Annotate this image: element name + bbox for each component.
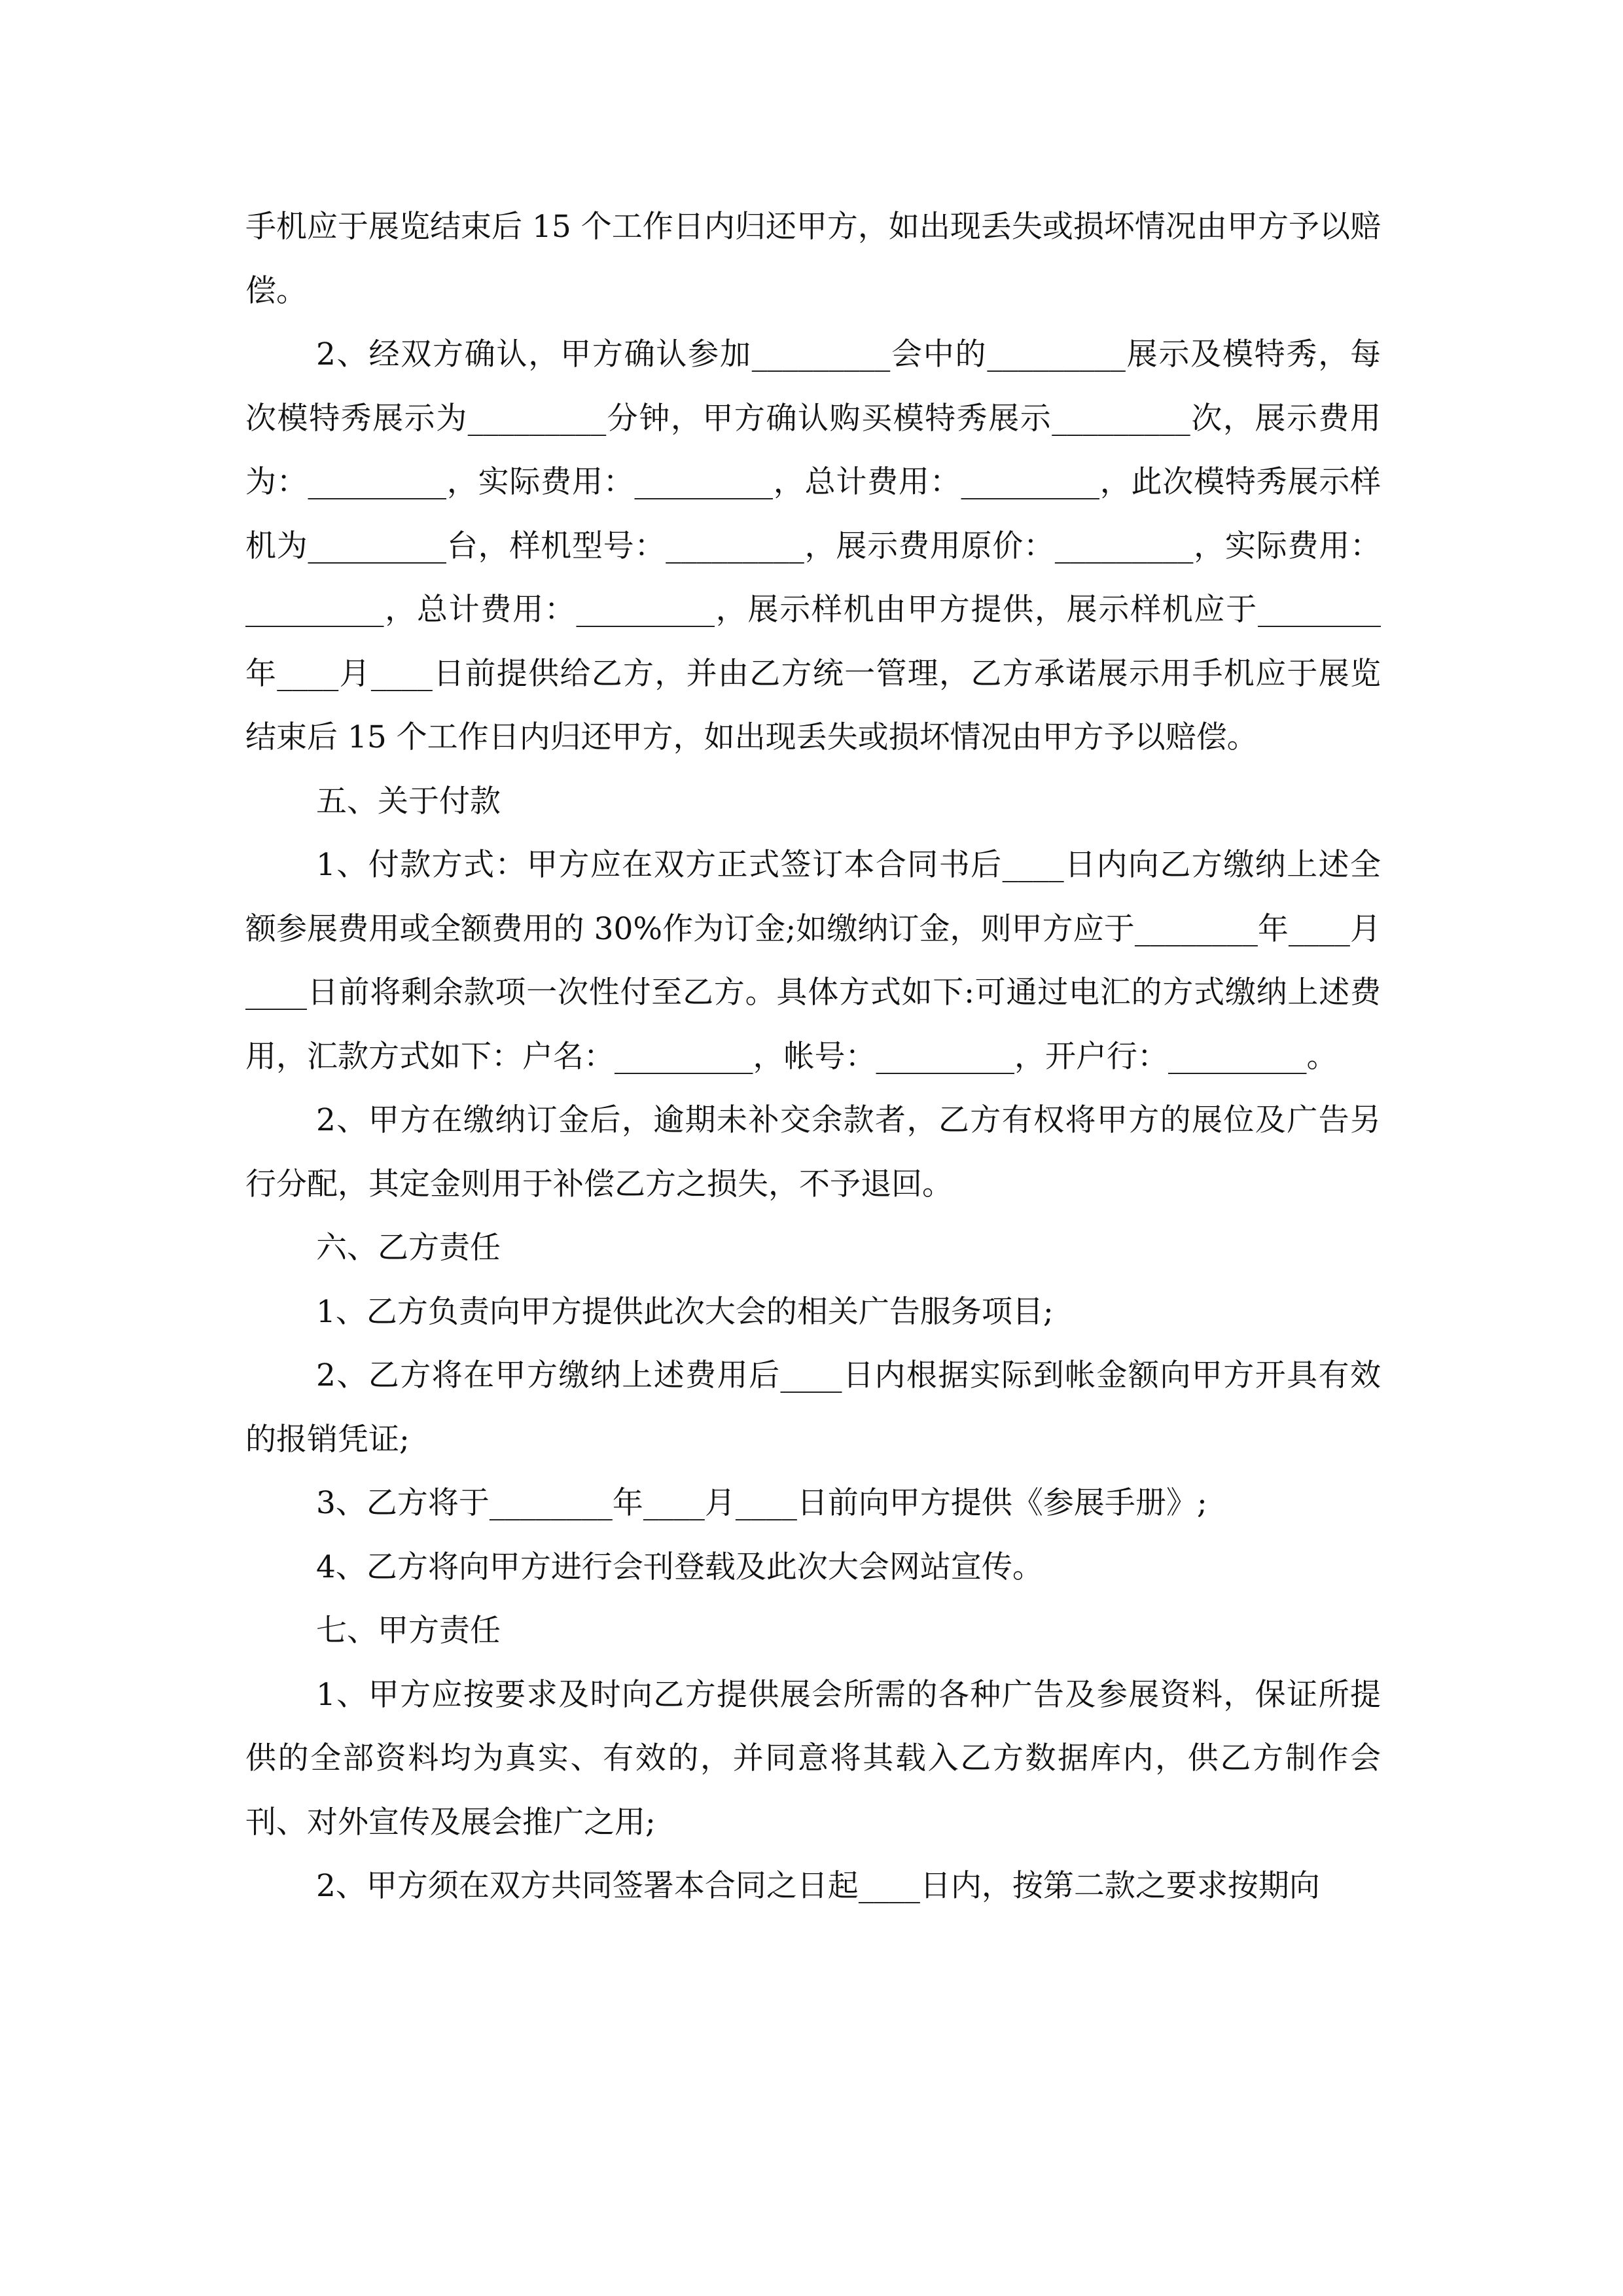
- paragraph-clause-4-2: 2、经双方确认，甲方确认参加_________会中的_________展示及模特秀，每次模特秀展示为_________分钟，甲方确认购买模特秀展示_________次，展示费用为：_________，实际费用：_________，总计费用：_________，此次模特秀展示样机为_________台，样机型号：_________，展示费用原价：_________，实际费用：_________，总计费用：_________，展示样机由甲方提供，展示样机应于________年____月____日前提供给乙方，并由乙方统一管理，乙方承诺展示用手机应于展览结束后 15 个工作日内归还甲方，如出现丢失或损坏情况由甲方予以赔偿。: [245, 336, 1381, 755]
- paragraph-clause-6-2: 2、乙方将在甲方缴纳上述费用后____日内根据实际到帐金额向甲方开具有效的报销凭证;: [245, 1357, 1381, 1458]
- paragraph-clause-6-4: 4、乙方将向甲方进行会刊登载及此次大会网站宣传。: [316, 1549, 1043, 1585]
- section-heading-party-a-duties: 七、甲方责任: [316, 1613, 501, 1649]
- paragraph-clause-5-1: 1、付款方式：甲方应在双方正式签订本合同书后____日内向乙方缴纳上述全额参展费用或全额费用的 30%作为订金;如缴纳订金，则甲方应于________年____月____日前将剩余款项一次性付至乙方。具体方式如下:可通过电汇的方式缴纳上述费用，汇款方式如下：户名：_________，帐号：_________，开户行：_________。: [245, 847, 1381, 1075]
- paragraph-clause-7-2: 2、甲方须在双方共同签署本合同之日起____日内，按第二款之要求按期向: [316, 1868, 1320, 1904]
- paragraph-clause-5-2: 2、甲方在缴纳订金后，逾期未补交余款者，乙方有权将甲方的展位及广告另行分配，其定金则用于补偿乙方之损失，不予退回。: [245, 1102, 1381, 1202]
- paragraph-clause-7-1: 1、甲方应按要求及时向乙方提供展会所需的各种广告及参展资料，保证所提供的全部资料均为真实、有效的，并同意将其载入乙方数据库内，供乙方制作会刊、对外宣传及展会推广之用;: [245, 1676, 1381, 1840]
- paragraph-continuation: 手机应于展览结束后 15 个工作日内归还甲方，如出现丢失或损坏情况由甲方予以赔偿。: [245, 209, 1381, 309]
- section-heading-payment: 五、关于付款: [316, 783, 501, 819]
- section-heading-party-b-duties: 六、乙方责任: [316, 1230, 501, 1266]
- document-body: [245, 195, 1381, 1918]
- paragraph-clause-6-3: 3、乙方将于________年____月____日前向甲方提供《参展手册》;: [316, 1485, 1207, 1521]
- paragraph-clause-6-1: 1、乙方负责向甲方提供此次大会的相关广告服务项目;: [316, 1293, 1054, 1330]
